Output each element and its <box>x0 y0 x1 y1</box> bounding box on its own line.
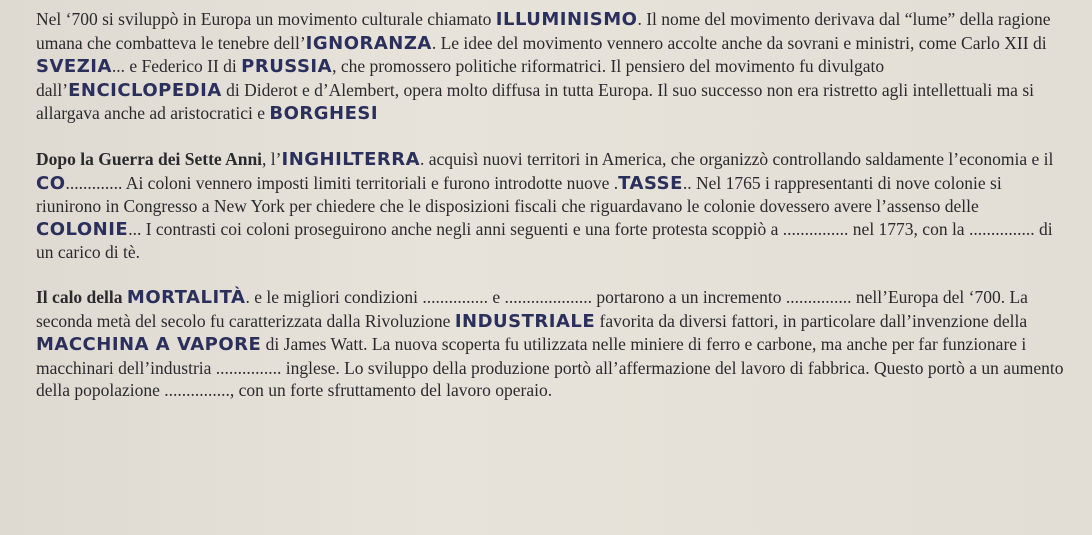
handwritten-answer: ENCICLOPEDIA <box>68 79 222 101</box>
paragraph-text: ............. Ai coloni vennero imposti limiti territoriali e furono introdotte nuove . <box>65 172 619 193</box>
paragraph-text: , l’ <box>262 148 282 169</box>
handwritten-answer: BORGHESI <box>269 103 379 125</box>
paragraph-text: di James Watt. La nuova scoperta fu utilizzata nelle miniere di ferro e carbone, ma anche per far funzionare i macchinari dell’industria ............... inglese. Lo sviluppo della produzione portò all’affermazione del lavoro di fabbrica. Questo portò a un aumento della popolazione ..............., con un forte sfruttamento del lavoro operaio. <box>36 334 1064 401</box>
handwritten-answer: MORTALITÀ <box>126 286 246 308</box>
paragraph-text: . Il nome del movimento derivava dal “lume” della ragione umana che combatteva le tenebre dell’ <box>36 9 1051 53</box>
handwritten-answer: CO <box>36 172 66 194</box>
paragraph-text: , che promossero politiche riformatrici. Il pensiero del movimento fu divulgato dall’ <box>36 56 885 100</box>
paragraph-text: . e le migliori condizioni ............... e .................... portarono a un incremento ............... nell’Europa del ‘700. La seconda metà del secolo fu caratterizzata dalla Rivoluzione <box>36 286 1028 331</box>
paragraph-text: . Le idee del movimento vennero accolte anche da sovrani e ministri, come Carlo XII di <box>431 32 1047 53</box>
paragraph-text: favorita da diversi fattori, in particolare dall’invenzione della <box>595 310 1028 331</box>
paragraph-rivoluzione-industriale <box>36 286 1070 402</box>
handwritten-answer: INGHILTERRA <box>281 148 421 170</box>
handwritten-answer: MACCHINA A VAPORE <box>36 334 262 356</box>
paragraph-text: Nel ‘700 si sviluppò in Europa un movimento culturale chiamato <box>36 9 496 29</box>
paragraph-text: ... I contrasti coi coloni proseguirono anche negli anni seguenti e una forte protesta scoppiò a ............... nel 1773, con la ............... di un carico di tè. <box>36 218 1053 263</box>
paragraph-lead: Il calo della <box>36 286 127 307</box>
handwritten-answer: IGNORANZA <box>305 32 432 54</box>
handwritten-answer: PRUSSIA <box>241 56 333 78</box>
handwritten-answer: SVEZIA <box>36 56 112 78</box>
paragraph-lead: Dopo la Guerra dei Sette Anni <box>36 148 263 169</box>
paragraph-america <box>36 148 1070 264</box>
handwritten-answer: ILLUMINISMO <box>495 9 638 30</box>
handwritten-answer: INDUSTRIALE <box>454 310 596 332</box>
paragraph-text: .. Nel 1765 i rappresentanti di nove colonie si riunirono in Congresso a New York per chiedere che le disposizioni fiscali che riguardavano le colonie dovessero avere l’assenso delle <box>36 172 1002 217</box>
paragraph-text: di Diderot e d’Alembert, opera molto diffusa in tutta Europa. Il suo successo non era ristretto agli intellettuali ma si allargava anche ad aristocratici e <box>36 79 1034 124</box>
paragraph-illuminismo <box>36 8 1070 126</box>
paragraph-text: . acquisì nuovi territori in America, che organizzò controllando saldamente l’economia e il <box>420 148 1054 169</box>
handwritten-answer: COLONIE <box>36 218 129 240</box>
handwritten-answer: TASSE <box>618 172 683 194</box>
paragraph-text: ... e Federico II di <box>111 56 242 77</box>
